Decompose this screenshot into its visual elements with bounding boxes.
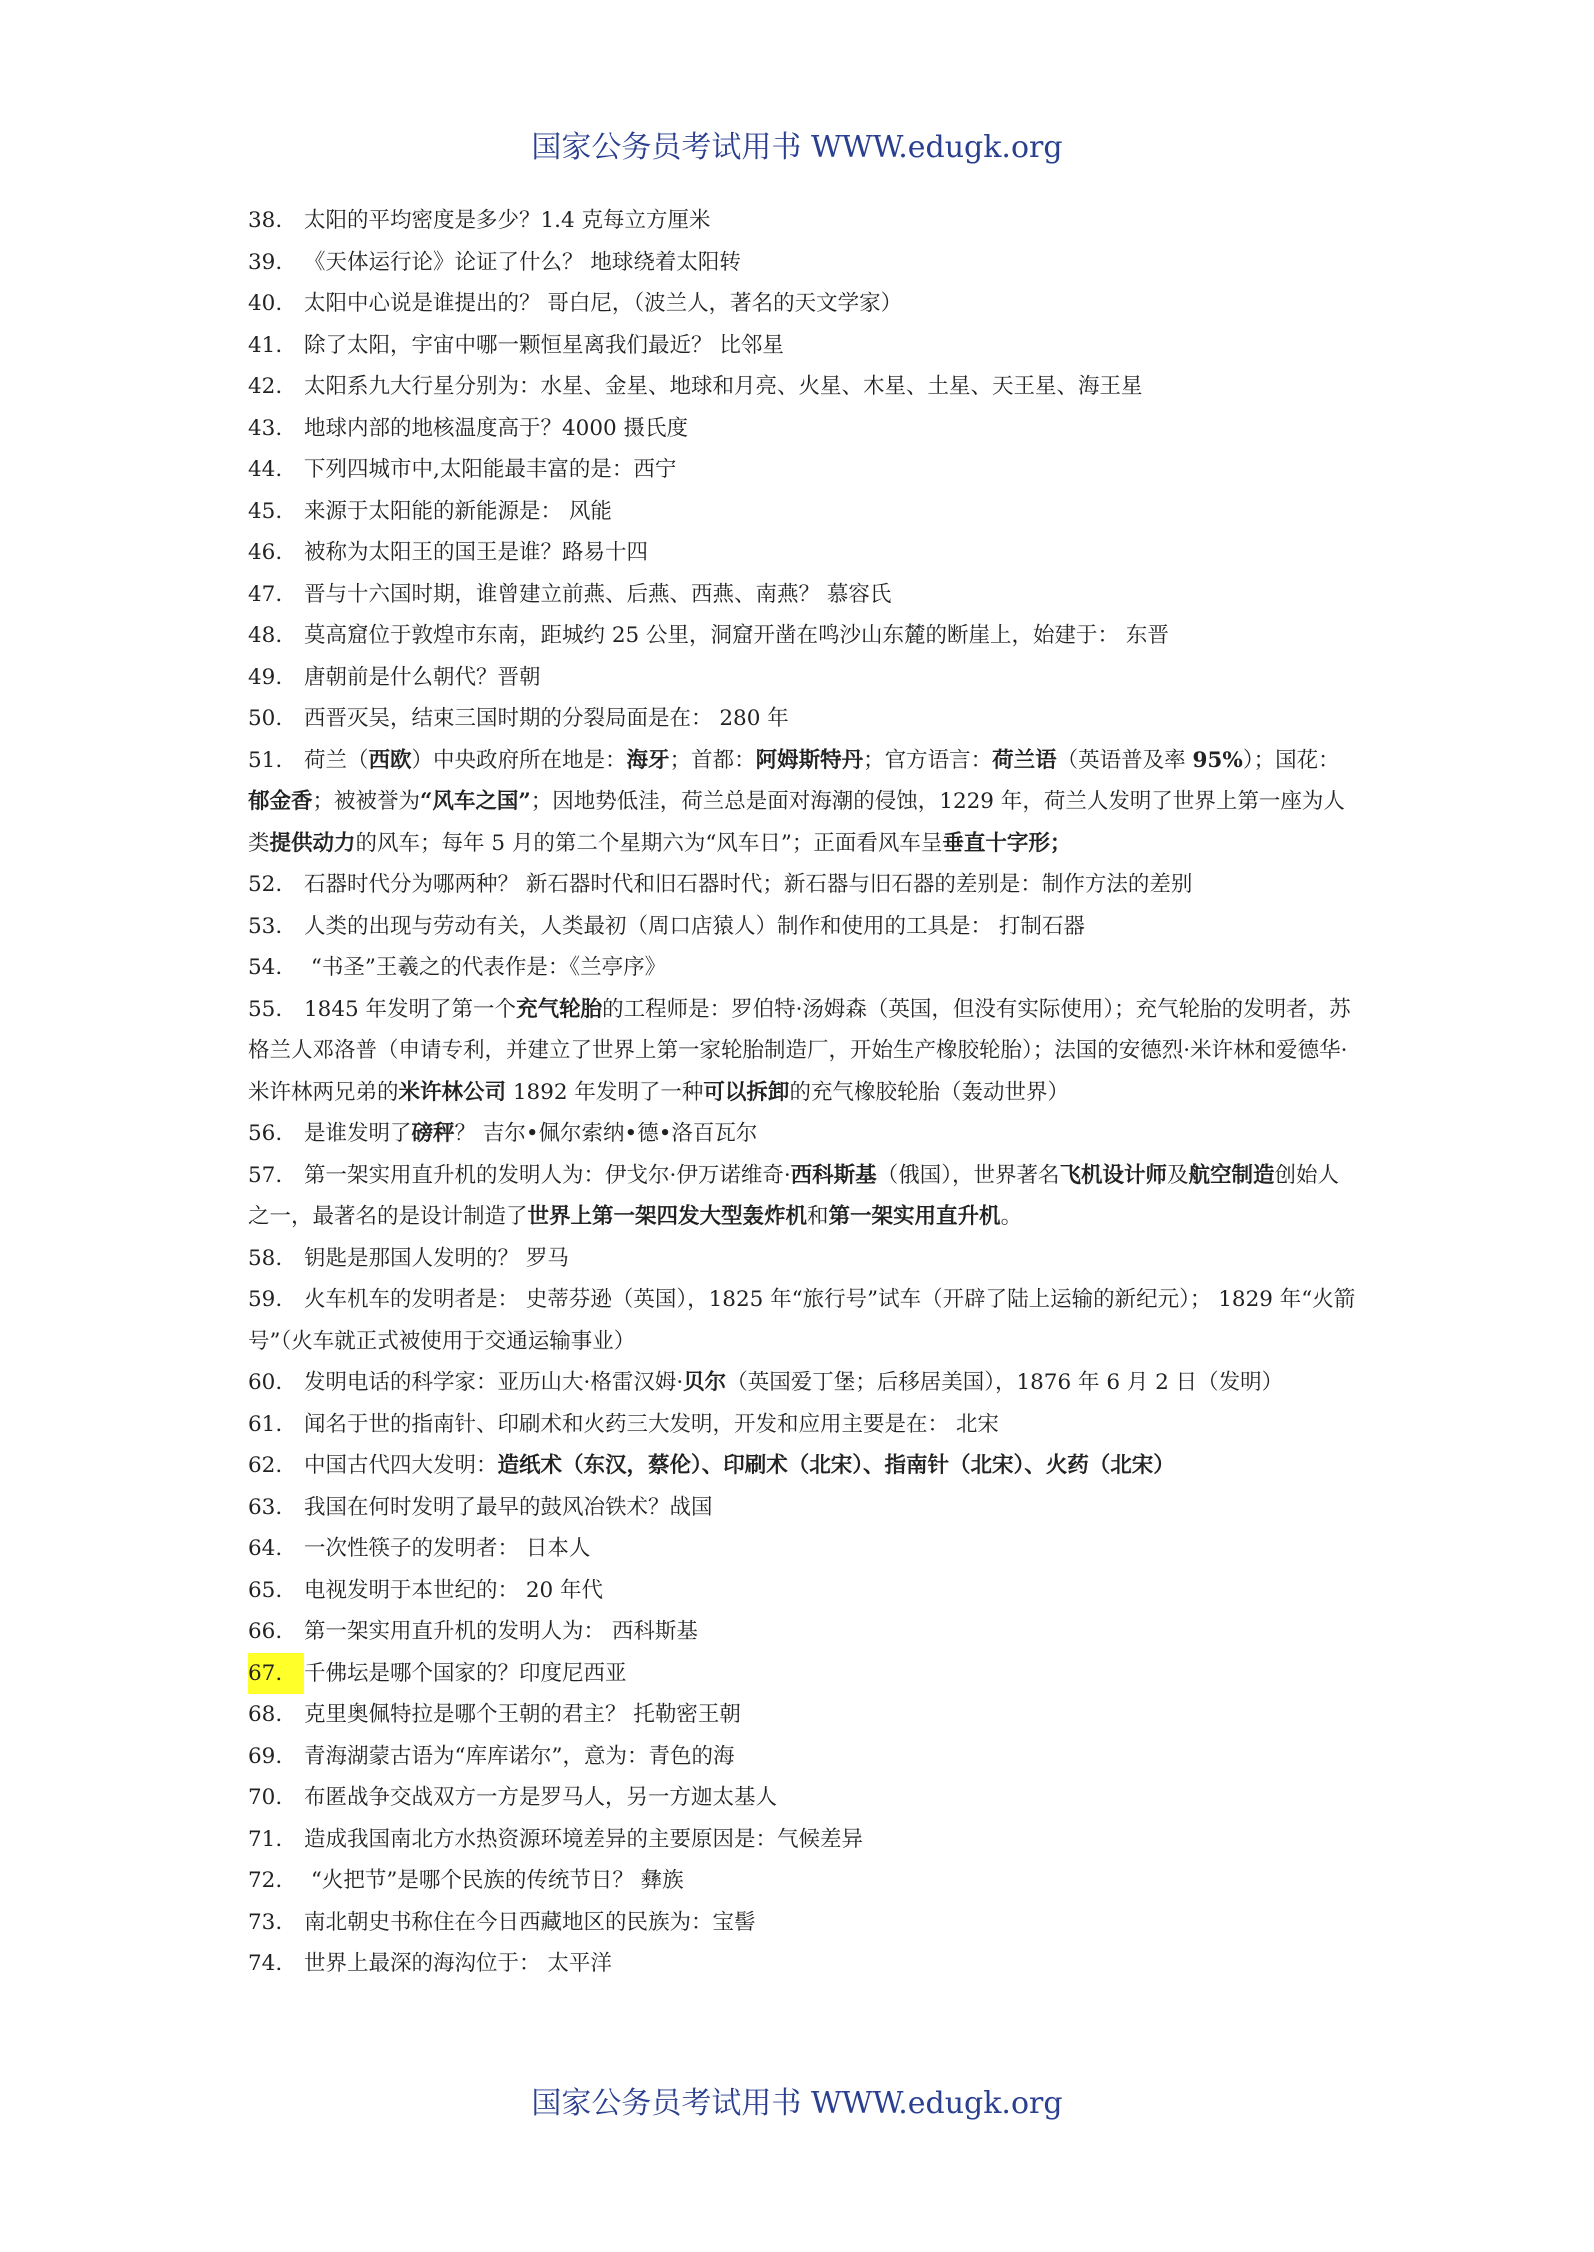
question-text: ）；国花： [1242,747,1340,773]
question-item [248,1113,1360,1155]
question-text: 太阳的平均密度是多少？1.4 克每立方厘米 [304,208,711,233]
question-item [248,283,1360,325]
question-item [248,1694,1360,1736]
question-item [248,449,1360,491]
question-text: 及 [1166,1162,1189,1188]
question-item [248,491,1360,533]
question-item [248,615,1360,657]
question-number: 47. [248,581,283,607]
question-text-bold: 提供动力 [269,830,356,856]
question-item [248,906,1360,948]
question-number: 49. [248,664,283,690]
question-text-bold: 第一架实用直升机 [828,1204,1001,1229]
page-footer: 国家公务员考试用书 WWW.edugk.org [531,2086,1063,2121]
question-number: 56. [248,1121,283,1146]
question-number: 61. [248,1411,283,1437]
question-text: ；首都： [669,747,756,773]
question-number: 48. [248,623,283,648]
question-number: 58. [248,1245,283,1271]
question-number: 57. [248,1162,283,1188]
question-number: 53. [248,913,283,939]
question-text: 第一架实用直升机的发明人为：伊戈尔·伊万诺维奇· [304,1162,791,1188]
question-number: 43. [248,415,283,441]
question-number: 40. [248,291,283,316]
question-number: 65. [248,1577,283,1603]
question-text-bold: 西科斯基 [790,1162,877,1188]
question-number: 67. [248,1653,304,1695]
question-item [248,1819,1360,1861]
question-number: 42. [248,374,283,399]
question-item [248,1404,1360,1446]
question-text-bold: 垂直十字形； [942,830,1072,856]
question-text: 除了太阳，宇宙中哪一颗恒星离我们最近？ 比邻星 [304,332,784,358]
question-number: 39. [248,249,283,275]
question-text-bold: 阿姆斯特丹 [755,747,864,773]
question-number: 66. [248,1619,283,1644]
question-number: 71. [248,1826,283,1852]
question-item [248,1155,1360,1238]
question-text: 荷兰（ [304,747,369,773]
question-text: 中国古代四大发明： [304,1453,498,1478]
question-item [248,1279,1360,1362]
question-text: （英语普及率 [1056,747,1193,773]
question-number: 73. [248,1909,283,1935]
question-text-bold: 航空制造 [1188,1162,1275,1188]
question-text: 一次性筷子的发明者： 日本人 [304,1536,591,1561]
question-item [248,989,1360,1114]
question-text: 钥匙是那国人发明的？ 罗马 [304,1245,569,1271]
question-item [248,947,1360,989]
question-number: 68. [248,1702,283,1727]
question-text: ；因地势低洼，荷兰总是面对海潮的侵蚀，1229 年，荷兰人发明了世界上第一座为人类 [248,789,1345,856]
question-text: 南北朝史书称住在今日西藏地区的民族为：宝髻 [304,1909,756,1935]
question-item [248,242,1360,284]
question-item [248,864,1360,906]
question-text: 来源于太阳能的新能源是： 风能 [304,498,612,524]
question-text: 发明电话的科学家：亚历山大·格雷汉姆· [304,1370,684,1395]
question-text-bold: 可以拆卸 [703,1079,790,1105]
question-item [248,1362,1360,1404]
question-number: 55. [248,996,283,1022]
question-item [248,1736,1360,1778]
question-number: 60. [248,1370,283,1395]
question-number: 62. [248,1453,283,1478]
question-text: “火把节”是哪个民族的传统节日？ 彝族 [304,1868,684,1893]
question-item [248,1653,1360,1695]
question-text: 《天体运行论》论证了什么？ 地球绕着太阳转 [304,249,741,275]
question-number: 69. [248,1743,283,1769]
question-text: 青海湖蒙古语为“库库诺尔”，意为：青色的海 [304,1743,735,1769]
question-list [248,200,1360,1985]
question-text: 世界上最深的海沟位于： 太平洋 [304,1951,612,1976]
question-text: “书圣”王羲之的代表作是：《兰亭序》 [304,955,667,980]
question-text: 石器时代分为哪两种？ 新石器时代和旧石器时代；新石器与旧石器的差别是：制作方法的差别 [304,872,1193,897]
question-text: 。 [1000,1204,1023,1229]
question-item [248,1777,1360,1819]
question-text: 人类的出现与劳动有关，人类最初（周口店猿人）制作和使用的工具是： 打制石器 [304,913,1085,939]
question-item [248,1445,1360,1487]
question-text: 和 [807,1204,829,1229]
question-text-bold: 荷兰语 [992,747,1057,773]
question-text: （英国爱丁堡；后移居美国），1876 年 6 月 2 日（发明） [726,1370,1284,1395]
question-number: 70. [248,1785,283,1810]
question-number: 46. [248,540,283,565]
question-text-bold: 磅秤 [411,1121,455,1146]
question-item [248,200,1360,242]
question-item [248,1570,1360,1612]
question-text-bold: 95% [1192,747,1243,773]
question-item [248,1943,1360,1985]
question-text-bold: 郁金香 [248,789,313,814]
question-text: 太阳中心说是谁提出的？ 哥白尼，（波兰人，著名的天文学家） [304,291,903,316]
question-text-bold: 造纸术（东汉，蔡伦）、印刷术（北宋）、指南针（北宋）、火药（北宋） [497,1453,1175,1478]
question-text: 创始人之一，最著名的是设计制造了 [248,1162,1340,1229]
question-item [248,657,1360,699]
question-text: 1892 年发明了一种 [506,1079,704,1105]
page-header: 国家公务员考试用书 WWW.edugk.org [531,130,1063,165]
question-text: 太阳系九大行星分别为：水星、金星、地球和月亮、火星、木星、土星、天王星、海王星 [304,374,1143,399]
question-text: 的风车；每年 5 月的第二个星期六为“风车日”；正面看风车呈 [355,830,943,856]
question-item [248,574,1360,616]
question-text-bold: 充气轮胎 [516,996,603,1022]
question-number: 72. [248,1868,283,1893]
question-text: 唐朝前是什么朝代？晋朝 [304,664,541,690]
question-text: ？ 吉尔•佩尔索纳•德•洛百瓦尔 [454,1121,758,1146]
question-number: 74. [248,1951,283,1976]
question-item [248,1528,1360,1570]
question-text: 布匿战争交战双方一方是罗马人，另一方迦太基人 [304,1785,778,1810]
question-text: ；官方语言： [863,747,993,773]
question-text: 地球内部的地核温度高于？4000 摄氏度 [304,415,689,441]
question-number: 59. [248,1287,283,1312]
question-number: 50. [248,706,283,731]
question-item [248,1611,1360,1653]
question-text: 西晋灭吴，结束三国时期的分裂局面是在： 280 年 [304,706,789,731]
question-text: 火车机车的发明者是： 史蒂芬逊（英国），1825 年“旅行号”试车（开辟了陆上运输的新纪元）； 1829 年“火箭号”（火车就正式被使用于交通运输事业） [248,1287,1356,1354]
question-text-bold: 飞机设计师 [1059,1162,1167,1188]
question-item [248,325,1360,367]
question-text-bold: 世界上第一架四发大型轰炸机 [527,1204,808,1229]
question-item [248,740,1360,865]
question-number: 52. [248,872,283,897]
question-text-bold: 西欧 [368,747,412,773]
question-text: （俄国），世界著名 [876,1162,1060,1188]
question-text: 第一架实用直升机的发明人为： 西科斯基 [304,1619,698,1644]
question-item [248,1487,1360,1529]
question-text-bold: 海牙 [626,747,670,773]
question-item [248,532,1360,574]
question-text: 晋与十六国时期，谁曾建立前燕、后燕、西燕、南燕？ 慕容氏 [304,581,892,607]
question-item [248,698,1360,740]
question-text: 千佛坛是哪个国家的？印度尼西亚 [304,1660,627,1686]
question-item [248,1238,1360,1280]
question-item [248,408,1360,450]
question-text-bold: “风车之国” [420,789,531,814]
question-text: 我国在何时发明了最早的鼓风冶铁术？战国 [304,1494,713,1520]
question-text: 1845 年发明了第一个 [304,996,517,1022]
question-text: 莫高窟位于敦煌市东南，距城约 25 公里，洞窟开凿在鸣沙山东麓的断崖上，始建于： 东晋 [304,623,1169,648]
question-text: ）中央政府所在地是： [411,747,627,773]
question-number: 51. [248,747,283,773]
question-number: 44. [248,457,283,482]
question-text: 的充气橡胶轮胎（轰动世界） [789,1079,1069,1105]
question-text-bold: 米许林公司 [398,1079,507,1105]
question-item [248,1860,1360,1902]
question-text: 电视发明于本世纪的： 20 年代 [304,1577,604,1603]
question-text: 造成我国南北方水热资源环境差异的主要原因是：气候差异 [304,1826,864,1852]
question-number: 38. [248,208,283,233]
question-number: 41. [248,332,283,358]
question-number: 54. [248,955,283,980]
question-number: 45. [248,498,283,524]
question-number: 63. [248,1494,283,1520]
question-text-bold: 贝尔 [683,1370,727,1395]
question-text: ；被被誉为 [312,789,421,814]
question-number: 64. [248,1536,283,1561]
question-text: 的工程师是：罗伯特·汤姆森（英国，但没有实际使用）；充气轮胎的发明者，苏格兰人邓洛普（申请专利，并建立了世界上第一家轮胎制造厂，开始生产橡胶轮胎）；法国的安德烈·米许林和爱德华·米许林两兄弟的 [248,996,1351,1105]
question-text: 是谁发明了 [304,1121,412,1146]
question-item [248,366,1360,408]
question-item [248,1902,1360,1944]
question-text: 下列四城市中,太阳能最丰富的是：西宁 [304,457,677,482]
question-text: 被称为太阳王的国王是谁？路易十四 [304,540,649,565]
question-text: 克里奥佩特拉是哪个王朝的君主？ 托勒密王朝 [304,1702,741,1727]
question-text: 闻名于世的指南针、印刷术和火药三大发明，开发和应用主要是在： 北宋 [304,1411,999,1437]
